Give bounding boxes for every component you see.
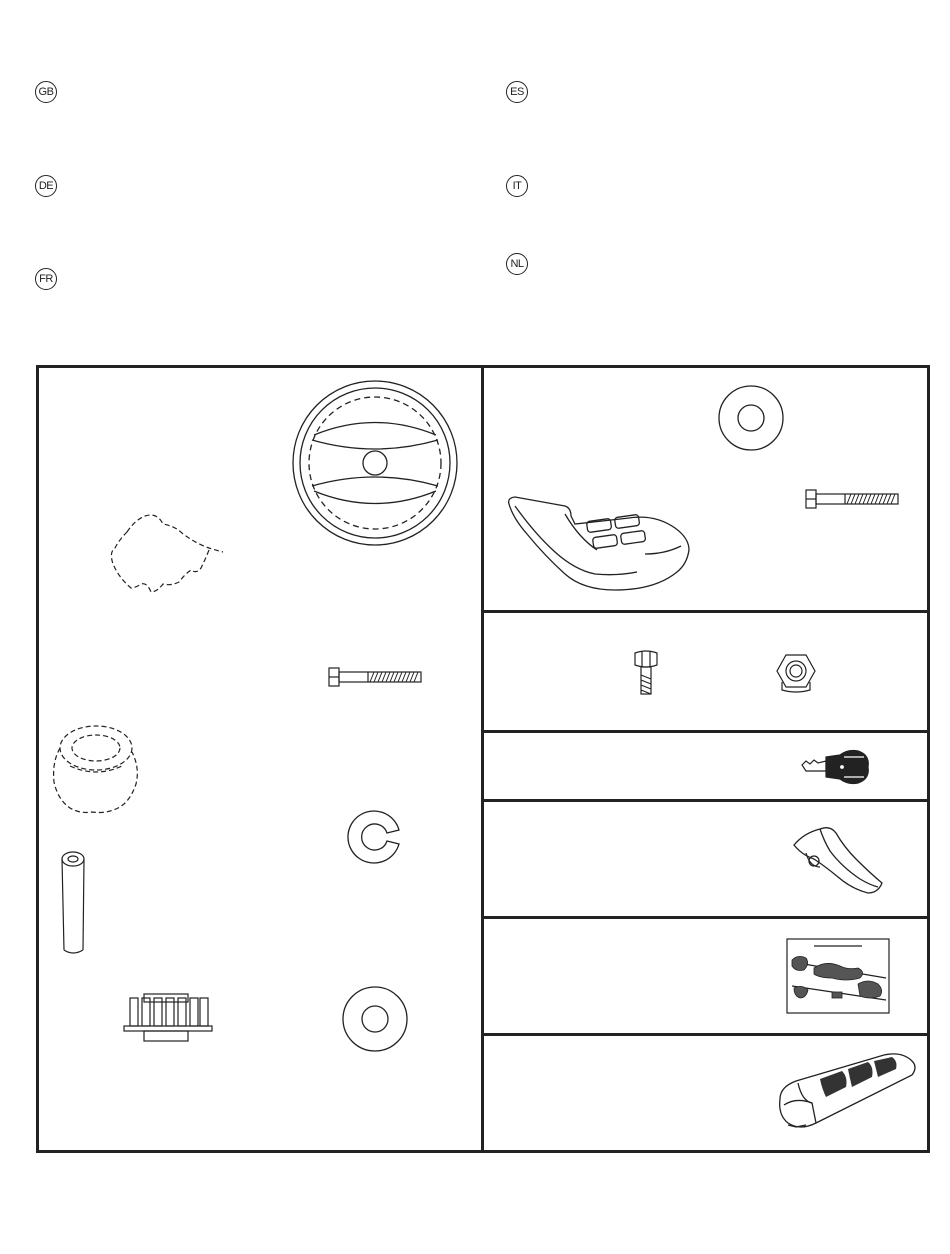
hood-outline-icon [105,512,225,594]
lock-nut-icon [776,652,816,694]
language-badge-es: ES [506,81,528,103]
panel-divider-1 [484,610,930,613]
seat-icon [505,494,691,592]
lock-washer-icon [345,808,403,866]
panel-divider-2 [484,730,930,733]
language-badge-fr: FR [35,268,57,290]
language-badge-nl: NL [506,253,528,275]
long-bolt-icon [328,666,422,688]
language-badge-it: IT [506,175,528,197]
flat-washer-icon [718,385,784,451]
adapter-gear-icon [122,992,214,1044]
cap-outline-icon [50,722,142,816]
decal-sheet-icon [786,938,890,1014]
flat-washer-icon [342,986,408,1052]
long-bolt-icon [805,488,899,510]
chute-deflector-icon [790,823,884,895]
panel-divider-3 [484,799,930,802]
steering-wheel-icon [292,380,458,546]
panel-divider-5 [484,1033,930,1036]
panel-divider-4 [484,916,930,919]
roll-pin-icon [58,850,88,956]
language-badge-gb: GB [35,81,57,103]
hex-bolt-icon [633,649,659,697]
language-badge-de: DE [35,175,57,197]
ignition-key-icon [800,747,870,787]
bumper-grille-icon [776,1053,918,1131]
